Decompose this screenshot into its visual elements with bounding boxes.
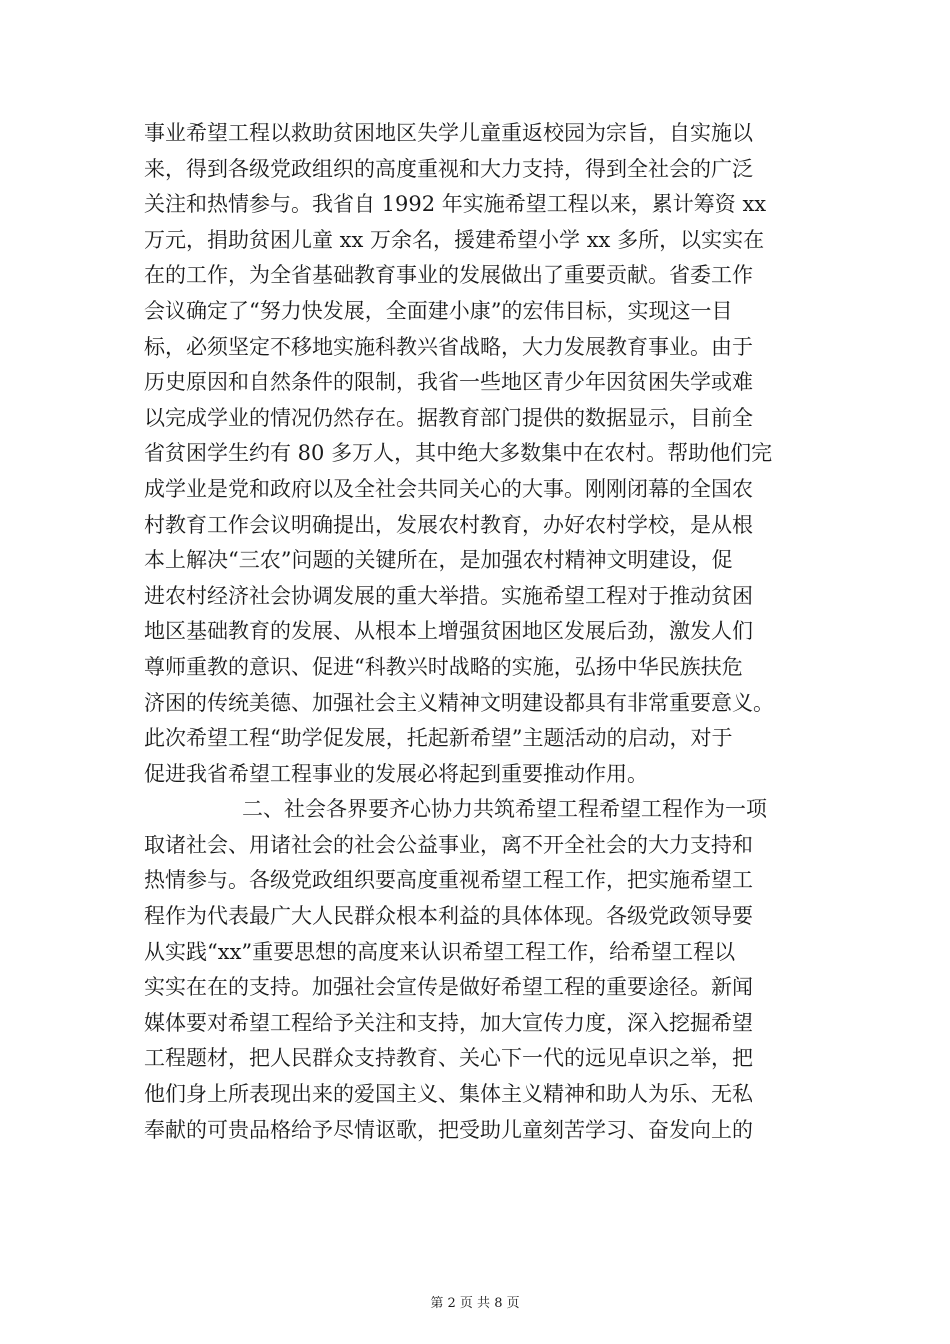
page-number-footer: 第 2 页 共 8 页 (430, 1296, 520, 1311)
text-line: 程作为代表最广大人民群众根本利益的具体体现。各级党政领导要 (144, 904, 753, 929)
section-heading-line: 二、社会各界要齐心协力共筑希望工程希望工程作为一项 (242, 797, 767, 822)
text-line: 关注和热情参与。我省自 1992 年实施希望工程以来，累计筹资 xx (144, 192, 767, 217)
text-line: 标，必须坚定不移地实施科教兴省战略，大力发展教育事业。由于 (144, 334, 753, 359)
text-line: 媒体要对希望工程给予关注和支持，加大宣传力度，深入挖掘希望 (144, 1010, 753, 1035)
text-line: 济困的传统美德、加强社会主义精神文明建设都具有非常重要意义。 (144, 690, 774, 715)
text-line: 事业希望工程以救助贫困地区失学儿童重返校园为宗旨，自实施以 (144, 121, 753, 145)
text-line: 取诸社会、用诸社会的社会公益事业，离不开全社会的大力支持和 (144, 832, 753, 857)
text-line: 从实践“xx”重要思想的高度来认识希望工程工作，给希望工程以 (144, 939, 736, 964)
text-line: 地区基础教育的发展、从根本上增强贫困地区发展后劲，激发人们 (144, 619, 753, 644)
text-line: 村教育工作会议明确提出，发展农村教育，办好农村学校，是从根 (144, 512, 753, 537)
text-line: 他们身上所表现出来的爱国主义、集体主义精神和助人为乐、无私 (144, 1082, 753, 1107)
text-line: 省贫困学生约有 80 多万人，其中绝大多数集中在农村。帮助他们完 (144, 441, 773, 466)
text-line: 实实在在的支持。加强社会宣传是做好希望工程的重要途径。新闻 (144, 975, 753, 1000)
text-line: 会议确定了“努力快发展，全面建小康”的宏伟目标，实现这一目 (144, 298, 733, 323)
text-line: 本上解决“三农”问题的关键所在，是加强农村精神文明建设，促 (144, 548, 733, 573)
text-line: 在的工作，为全省基础教育事业的发展做出了重要贡献。省委工作 (144, 263, 753, 288)
text-line: 促进我省希望工程事业的发展必将起到重要推动作用。 (144, 761, 648, 786)
text-line: 奉献的可贵品格给予尽情讴歌，把受助儿童刻苦学习、奋发向上的 (144, 1117, 753, 1142)
text-line: 尊师重教的意识、促进“科教兴时战略的实施，弘扬中华民族扶危 (144, 654, 743, 679)
text-line: 工程题材，把人民群众支持教育、关心下一代的远见卓识之举，把 (144, 1046, 753, 1071)
text-line: 进农村经济社会协调发展的重大举措。实施希望工程对于推动贫困 (144, 583, 753, 608)
text-line: 以完成学业的情况仍然存在。据教育部门提供的数据显示，目前全 (144, 405, 753, 430)
document-body (144, 116, 824, 1148)
text-line: 历史原因和自然条件的限制，我省一些地区青少年因贫困失学或难 (144, 370, 753, 395)
text-line: 成学业是党和政府以及全社会共同关心的大事。刚刚闭幕的全国农 (144, 476, 753, 501)
text-line: 来，得到各级党政组织的高度重视和大力支持，得到全社会的广泛 (144, 156, 753, 181)
text-line: 万元，捐助贫困儿童 xx 万余名，援建希望小学 xx 多所，以实实在 (144, 227, 765, 252)
text-line: 此次希望工程“助学促发展，托起新希望”主题活动的启动，对于 (144, 726, 733, 751)
text-line: 热情参与。各级党政组织要高度重视希望工程工作，把实施希望工 (144, 868, 753, 893)
